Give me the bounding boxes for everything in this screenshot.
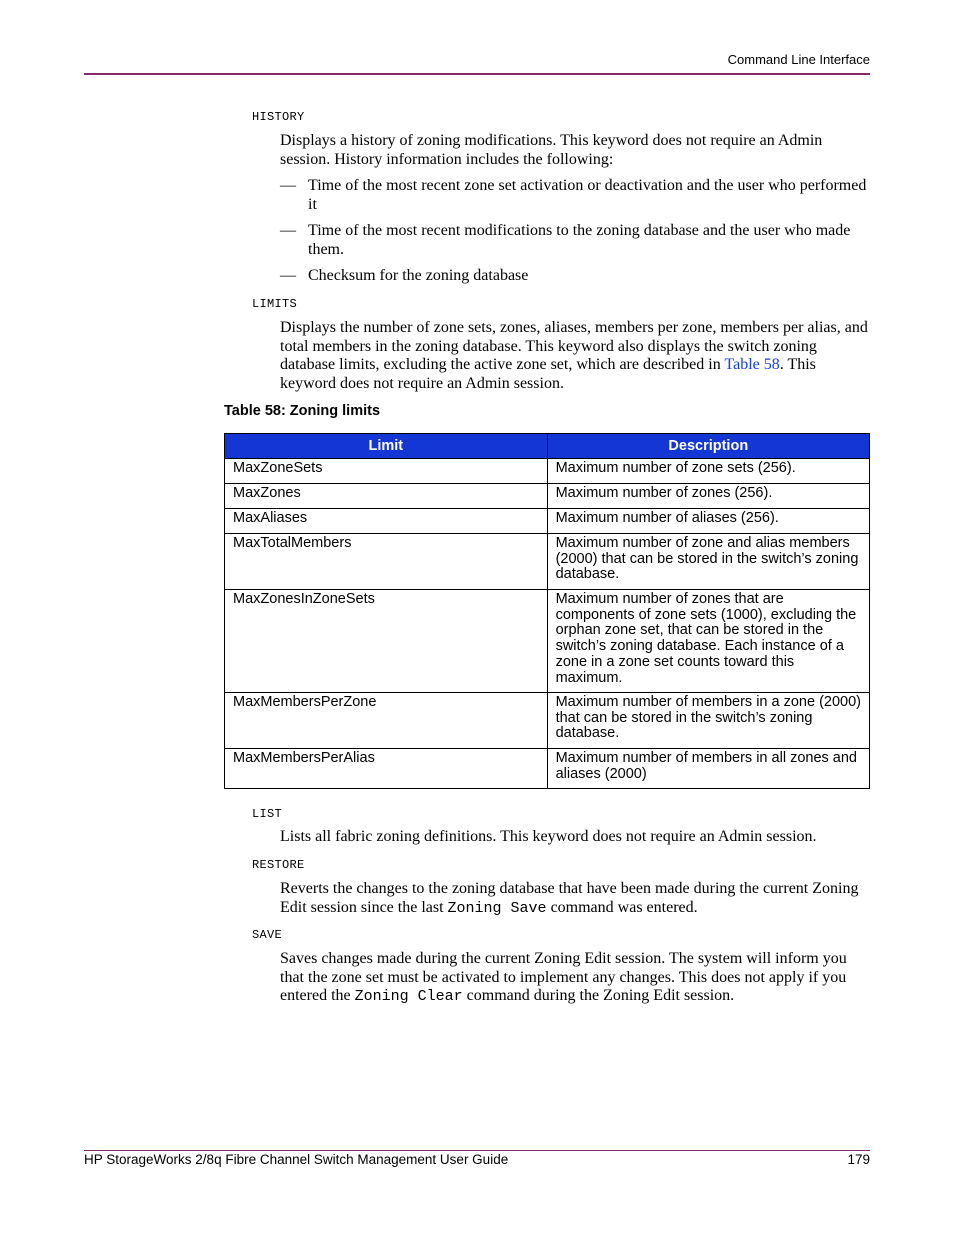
running-header: Command Line Interface [727, 52, 870, 67]
bullet-text: Checksum for the zoning database [308, 267, 529, 284]
table-row [225, 749, 870, 789]
limit-cell: MaxMembersPerZone [225, 693, 548, 749]
keyword-restore: RESTORE [252, 858, 305, 872]
limit-cell: MaxZones [225, 484, 548, 509]
restore-description [280, 880, 870, 918]
list-description: Lists all fabric zoning definitions. This keyword does not require an Admin session. [280, 828, 817, 845]
limits-description [280, 319, 870, 393]
description-cell: Maximum number of members in a zone (2000) that can be stored in the switch’s zoning database. [547, 693, 869, 749]
zoning-limits-table [224, 433, 870, 789]
bullet-text: Time of the most recent modifications to the zoning database and the user who made them. [308, 222, 851, 258]
limit-cell: MaxZonesInZoneSets [225, 590, 548, 693]
limit-cell: MaxZoneSets [225, 459, 548, 484]
keyword-history: HISTORY [252, 110, 305, 124]
keyword-list: LIST [252, 807, 283, 821]
description-cell: Maximum number of zone sets (256). [547, 459, 869, 484]
header-rule [84, 73, 870, 75]
dash-marker: — [280, 222, 296, 239]
limit-cell: MaxMembersPerAlias [225, 749, 548, 789]
description-cell: Maximum number of zones (256). [547, 484, 869, 509]
zoning-clear-command: Zoning Clear [354, 988, 463, 1006]
keyword-save: SAVE [252, 928, 283, 942]
save-text: Saves changes made during the current Zoning Edit session. The system will inform you that the zone set must be activated to implement any changes. This does not apply if you entered the [280, 950, 847, 1005]
table-row [225, 509, 870, 534]
table-row [225, 534, 870, 590]
dash-marker: — [280, 267, 296, 284]
footer-rule [84, 1150, 870, 1151]
history-description: Displays a history of zoning modifications. This keyword does not require an Admin session. History information includes the following: [280, 132, 823, 168]
restore-text-end: command was entered. [546, 898, 698, 916]
table-header-row [225, 434, 870, 459]
keyword-limits: LIMITS [252, 297, 298, 311]
dash-marker: — [280, 177, 296, 194]
limit-cell: MaxTotalMembers [225, 534, 548, 590]
description-cell: Maximum number of aliases (256). [547, 509, 869, 534]
save-text-end: command during the Zoning Edit session. [462, 987, 735, 1005]
zoning-save-command: Zoning Save [447, 899, 547, 917]
table-row [225, 459, 870, 484]
limits-text: Displays the number of zone sets, zones, aliases, members per zone, members per alias, and total members in the zoning database. This keyword also displays the switch zoning database limits, excluding the active zone set, which are described in [280, 319, 868, 374]
table-caption: Table 58: Zoning limits [224, 403, 381, 419]
description-cell: Maximum number of members in all zones and aliases (2000) [547, 749, 869, 789]
column-header-description: Description [547, 434, 869, 459]
column-header-limit: Limit [225, 434, 548, 459]
table-row [225, 590, 870, 693]
table-row [225, 484, 870, 509]
restore-text: Reverts the changes to the zoning database that have been made during the current Zoning Edit session since the last [280, 880, 859, 916]
bullet-text: Time of the most recent zone set activation or deactivation and the user who performed it [308, 177, 867, 213]
footer-title: HP StorageWorks 2/8q Fibre Channel Switch Management User Guide [84, 1152, 509, 1167]
description-cell: Maximum number of zones that are components of zone sets (1000), excluding the orphan zone set, that can be stored in the switch’s zoning database. Each instance of a zone in a zone set counts toward this maximum. [547, 590, 869, 693]
limits-text-end: . This keyword does not require an Admin session. [280, 356, 816, 392]
page-number: 179 [847, 1152, 870, 1167]
limit-cell: MaxAliases [225, 509, 548, 534]
save-description [280, 950, 870, 1007]
description-cell: Maximum number of zone and alias members (2000) that can be stored in the switch’s zoning database. [547, 534, 869, 590]
table-row [225, 693, 870, 749]
table-58-link[interactable]: Table 58 [724, 356, 780, 374]
